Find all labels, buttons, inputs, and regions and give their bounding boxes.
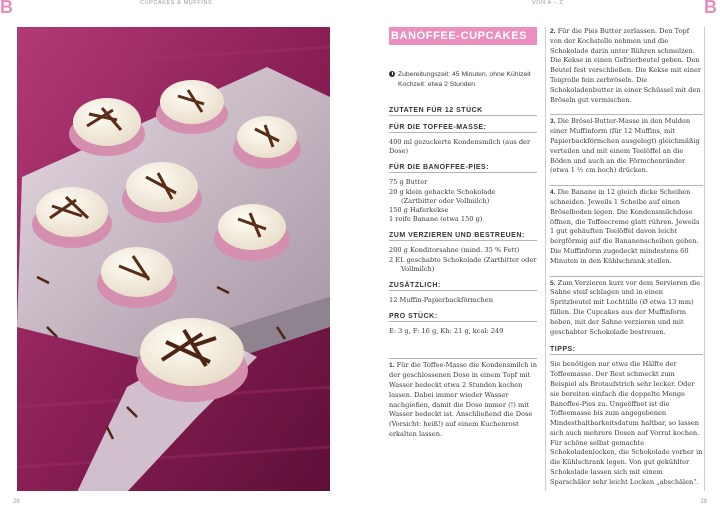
ingredient-line: 400 ml gezuckerte Kondensmilch (aus der Dose) xyxy=(389,138,531,156)
ingredient-line: 200 g Konditorsahne (mind. 35 % Fett) xyxy=(389,246,520,255)
step-text: Zum Verzieren kurz vor dem Servieren die Sahne steif schlagen und in einen Spritzbeutel mit Lochtülle (Ø etwa 13 mm) füllen. Die Cupcakes aus der Muffinform heben, mit der Sahne verzieren und mit geschabter Schokolade bestreuen. xyxy=(550,278,701,336)
ingredient-line: 12 Muffin-Papierbackförmchen xyxy=(389,296,493,305)
running-title-right: VON A – Z xyxy=(532,0,564,6)
step-text: Für die Pies Butter zerlassen. Den Topf von der Kochstelle nehmen und die Schokolade darin unter Rühren schmelzen. Die Kekse in einen Gefrierbeutel geben. Den Beutel fest verschließen. Die Kekse mit einer Teigrolle fein zerbröseln. Die Schokoladenbutter in einer Schüssel mit den Bröseln gut vermischen. xyxy=(550,27,702,104)
step-text: Die Banane in 12 gleich dicke Scheiben schneiden. Jeweils 1 Scheibe auf einen Bröselboden legen. Die Kondensmilchdose öffnen, die Toffeecreme glatt rühren. Jeweils 1 gut gehäuften Teelöffel davon leicht bergförmig auf die Bananenscheiben geben. Die Muffinform zugedeckt mindestens 60 Minuten in den Kühlschrank stellen. xyxy=(550,188,700,265)
cook-time-line: Kochzeit: etwa 2 Stunden xyxy=(398,80,476,88)
step-text: Die Brösel-Butter-Masse in den Mulden einer Muffinform (für 12 Muffins, mit Papierbackförmchen ausgelegt) gleichmäßig verteilen und mit einem Teelöffel an die Böden und auch an die Förmchenränder (etwa 1 ½ cm hoch) drücken. xyxy=(550,117,700,175)
ingredient-list-toffee xyxy=(389,138,537,156)
section-letter-right: B xyxy=(704,0,717,17)
section-heading-toffee: FÜR DIE TOFFEE-MASSE: xyxy=(389,124,537,133)
recipe-column-right xyxy=(550,27,703,497)
section-heading-pies: FÜR DIE BANOFFEE-PIES: xyxy=(389,164,537,173)
step-1 xyxy=(389,358,537,439)
ingredient-line: 75 g Butter xyxy=(389,178,428,187)
column-divider-right xyxy=(704,27,705,491)
step-number: 3. xyxy=(550,118,556,126)
page-number-left: 28 xyxy=(13,499,20,505)
step-number: 2. xyxy=(550,28,556,35)
ingredient-line: 150 g Haferkekse xyxy=(389,206,449,215)
section-heading-extra: ZUSÄTZLICH: xyxy=(389,282,537,291)
ingredient-list-decorate xyxy=(389,246,537,274)
section-heading-decorate: ZUM VERZIEREN UND BESTREUEN: xyxy=(389,232,537,241)
nutrition-info xyxy=(389,327,537,336)
tips-text: Sie benötigen nur etwa die Hälfte der Toffeemasse. Der Rest schmeckt zum Beispiel als Brotaufstrich sehr lecker. Oder sie bereiten einfach die doppelte Menge Banoffee-Pies zu. Ungeöffnet ist die Toffeemasse bis zum angegebenen Mindesthaltbarkeitsdatum haltbar, so lassen sich auch mehrere Dosen auf Vorrat kochen. Für schöne selbst gemachte Schokoladenlocken, die Schokolade vorher in die Kühlschrank legen. Von gut gekühlter Schokolade lassen sich mit einem Sparschäler sehr leicht Locken „abschälen“. xyxy=(550,360,703,486)
section-letter-left: B xyxy=(0,0,13,17)
ingredient-line: 1 reife Banane (etwa 150 g) xyxy=(389,215,483,224)
step-4 xyxy=(550,185,703,266)
ingredient-list-extra xyxy=(389,296,537,305)
tips-heading: TIPPS: xyxy=(550,346,703,355)
recipe-title: BANOFFEE-CUPCAKES xyxy=(389,27,537,45)
step-number: 4. xyxy=(550,189,556,197)
clock-icon xyxy=(389,71,395,77)
step-3 xyxy=(550,114,703,176)
ingredient-line: (Zartbitter oder Vollmilch) xyxy=(401,196,490,205)
ingredient-line: 2 EL geschabte Schokolade (Zartbitter oder xyxy=(389,255,537,264)
column-divider xyxy=(545,27,546,491)
step-5 xyxy=(550,276,703,338)
step-2 xyxy=(550,27,703,105)
ingredient-line: Vollmilch) xyxy=(401,264,435,273)
step-text: Für die Toffee-Masse die Kondensmilch in der geschlossenen Dose in einem Topf mit Wasser bedeckt etwa 2 Stunden kochen lassen. Dabei immer wieder Wasser nachgießen, damit die Dose immer (!) mit Wasser bedeckt ist. Anschließend die Dose (Vorsicht: heiß!) auf einem Kuchenrost erkalten lassen. xyxy=(389,361,537,439)
step-number: 1. xyxy=(389,362,395,370)
prep-time-line: Zubereitungszeit: 45 Minuten, ohne Kühlzeit xyxy=(398,71,531,78)
page-number-right: 29 xyxy=(700,499,707,505)
ingredient-list-pies xyxy=(389,178,537,224)
prep-time xyxy=(389,70,537,89)
running-title-left: CUPCAKES & MUFFINS xyxy=(140,0,213,6)
recipe-column-left xyxy=(389,27,537,449)
nutrition-line: E: 3 g, F: 16 g, Kh: 21 g, kcal: 249 xyxy=(389,327,504,336)
recipe-photo xyxy=(17,27,330,491)
step-number: 5. xyxy=(550,279,556,287)
yield-heading: ZUTATEN FÜR 12 STÜCK xyxy=(389,107,537,116)
ingredient-line: 20 g klein gehackte Schokolade xyxy=(389,187,496,196)
section-heading-nutrition: PRO STÜCK: xyxy=(389,313,537,322)
